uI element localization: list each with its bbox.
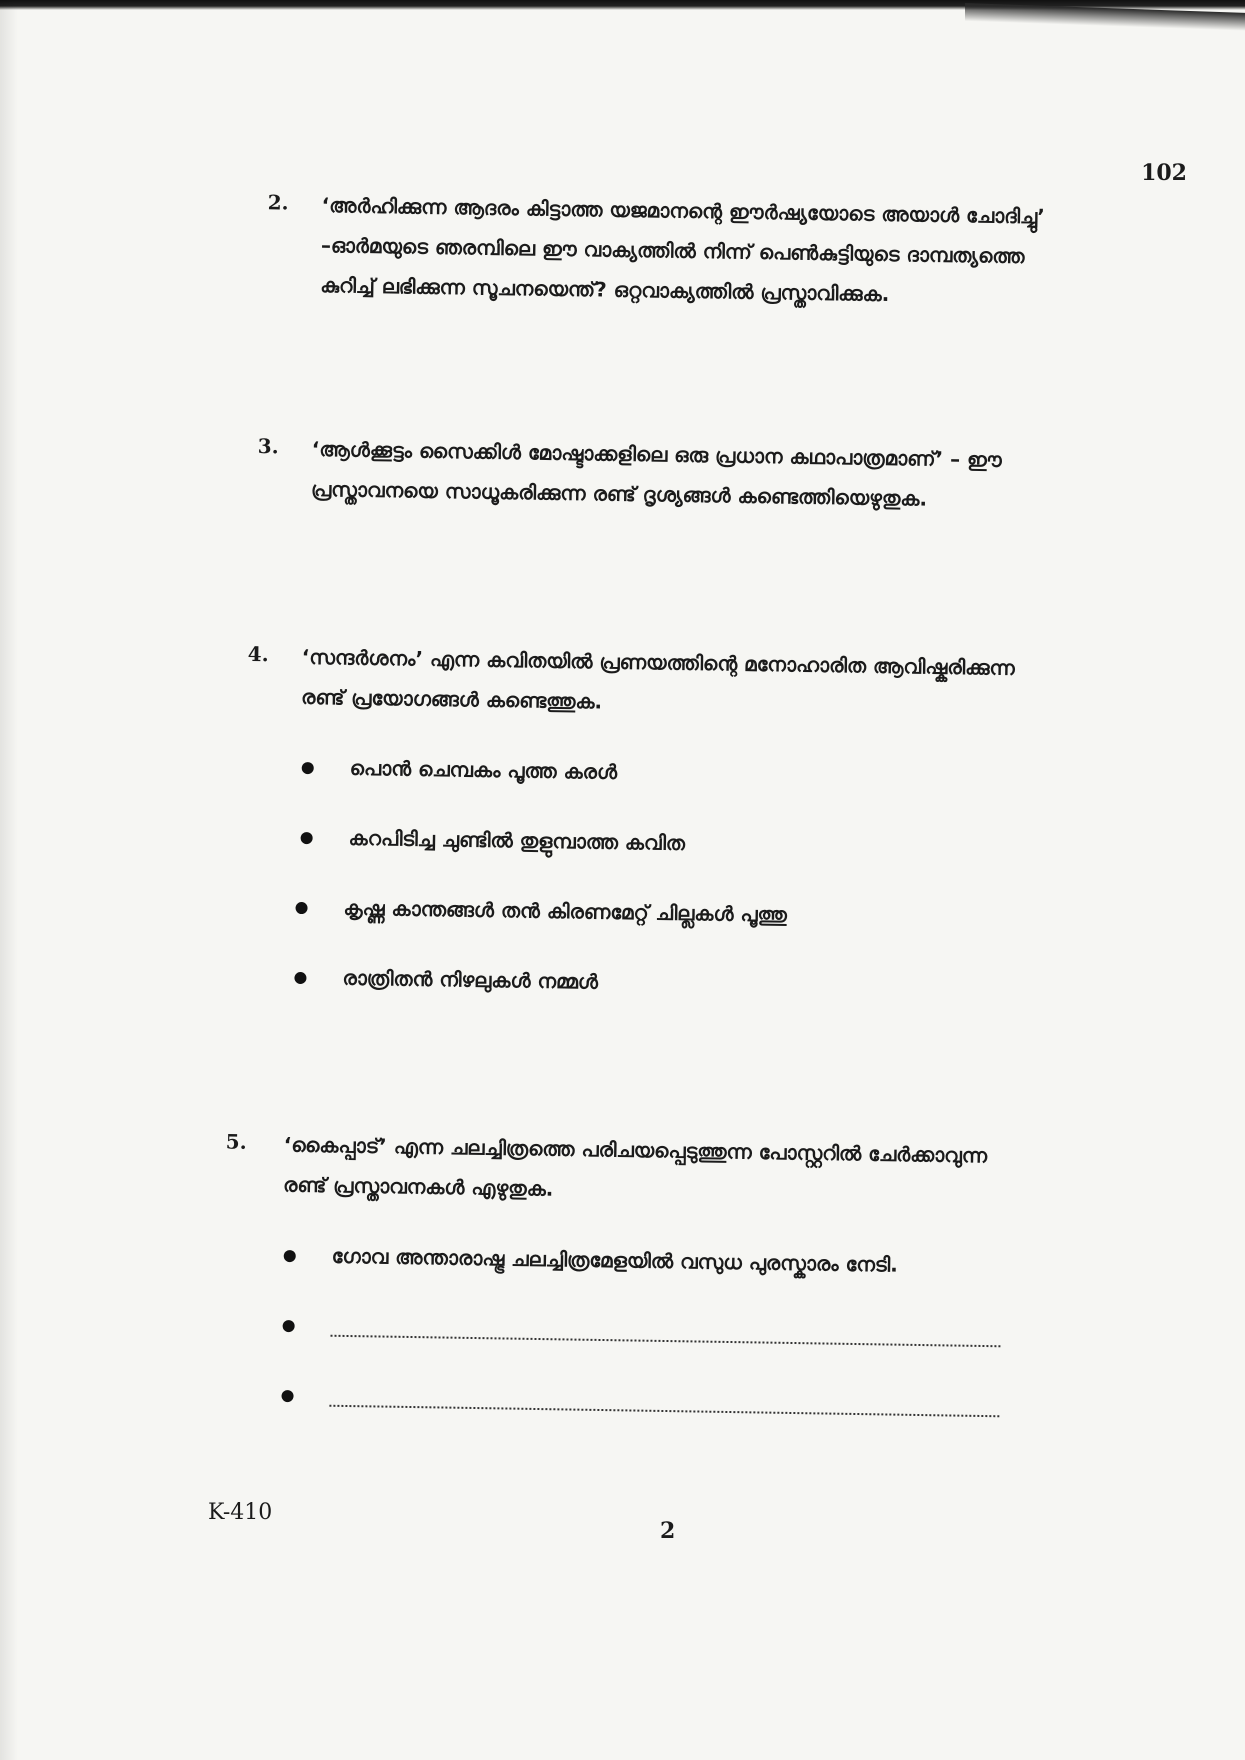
- question-line: കുറിച്ച് ലഭിക്കുന്ന സൂചനയെന്ത്? ഒറ്റവാക്യത്തിൽ പ്രസ്താവിക്കുക.: [320, 273, 890, 306]
- question-number: 4.: [247, 641, 269, 667]
- question-number: 2.: [267, 190, 289, 215]
- bullet-icon: [294, 972, 306, 984]
- list-item: [295, 892, 787, 962]
- question-line: പ്രസ്താവനയെ സാധൂകരിക്കുന്ന രണ്ട് ദൃശ്യങ്ങൾ കണ്ടെത്തിയെഴുതുക.: [310, 476, 928, 511]
- question-number: 5.: [225, 1129, 247, 1154]
- question-text: [301, 637, 1015, 728]
- bullet-icon: [295, 902, 307, 914]
- option-text: കറപിടിച്ച ചുണ്ടിൽ തുളുമ്പാത്ത കവിത: [348, 825, 686, 856]
- bullet-icon: [284, 1250, 296, 1262]
- page-number-top: 102: [1141, 160, 1187, 186]
- question-text: [320, 185, 1045, 316]
- question-line: ‘അർഹിക്കുന്ന ആദരം കിട്ടാത്ത യജമാനന്റെ ഈർഷ്യയോടെ അയാൾ ചോദിച്ചു’: [321, 193, 1046, 229]
- page-number-bottom: 2: [660, 1518, 676, 1544]
- question-line: –ഓർമയുടെ ഞരമ്പിലെ ഈ വാക്യത്തിൽ നിന്ന് പെൺകുട്ടിയുടെ ദാമ്പത്യത്തെ: [320, 233, 1025, 269]
- list-item: [283, 1240, 899, 1310]
- question-number: 3.: [257, 434, 279, 459]
- bullet-icon: [283, 1320, 295, 1332]
- question-text: [311, 429, 1002, 520]
- option-text: രാത്രിതൻ നിഴലുകൾ നമ്മൾ: [342, 965, 599, 994]
- question-4: [0, 638, 1245, 714]
- bullet-icon: [302, 762, 314, 774]
- question-line: ‘ആൾക്കൂട്ടം സൈക്കിൾ മോഷ്ടാക്കളിലെ ഒരു പ്രധാന കഥാപാത്രമാണ്’ – ഈ: [311, 436, 1002, 472]
- question-5-answers: [281, 1240, 899, 1450]
- list-item: [294, 962, 599, 1032]
- question-2: [0, 180, 1245, 306]
- answer-blank-line[interactable]: [330, 1335, 1000, 1348]
- list-item: [301, 752, 618, 822]
- question-line: രണ്ട് പ്രസ്താവനകൾ എഴുതുക.: [282, 1172, 554, 1201]
- question-3: [0, 430, 1245, 511]
- bullet-icon: [301, 832, 313, 844]
- list-item: [281, 1380, 282, 1450]
- question-5: [0, 1126, 1245, 1201]
- answer-text: ഗോവ അന്താരാഷ്ട്ര ചലച്ചിത്രമേളയിൽ വസുധ പുരസ്കാരം നേടി.: [331, 1243, 899, 1277]
- option-text: കൃഷ്ണ കാന്തങ്ങൾ തൻ കിരണമേറ്റ് ചില്ലകൾ പൂത്തു: [343, 895, 787, 927]
- question-text: [283, 1124, 988, 1215]
- list-item: [300, 822, 686, 892]
- answer-blank-line[interactable]: [329, 1405, 999, 1418]
- question-line: ‘സന്ദർശനം’ എന്ന കവിതയിൽ പ്രണയത്തിന്റെ മനോഹാരിത ആവിഷ്കരിക്കുന്ന: [301, 644, 1015, 680]
- bullet-icon: [281, 1390, 293, 1402]
- paper-code: K-410: [208, 1500, 273, 1525]
- question-line: രണ്ട് പ്രയോഗങ്ങൾ കണ്ടെത്തുക.: [300, 684, 603, 714]
- question-line: ‘കൈപ്പാട്’ എന്ന ചലച്ചിത്രത്തെ പരിചയപ്പെടുത്തുന്ന പോസ്റ്ററിൽ ചേർക്കാവുന്ന: [283, 1132, 988, 1168]
- list-item: [282, 1310, 283, 1380]
- question-4-options: [298, 752, 787, 1032]
- option-text: പൊൻ ചെമ്പകം പൂത്ത കരൾ: [349, 755, 618, 784]
